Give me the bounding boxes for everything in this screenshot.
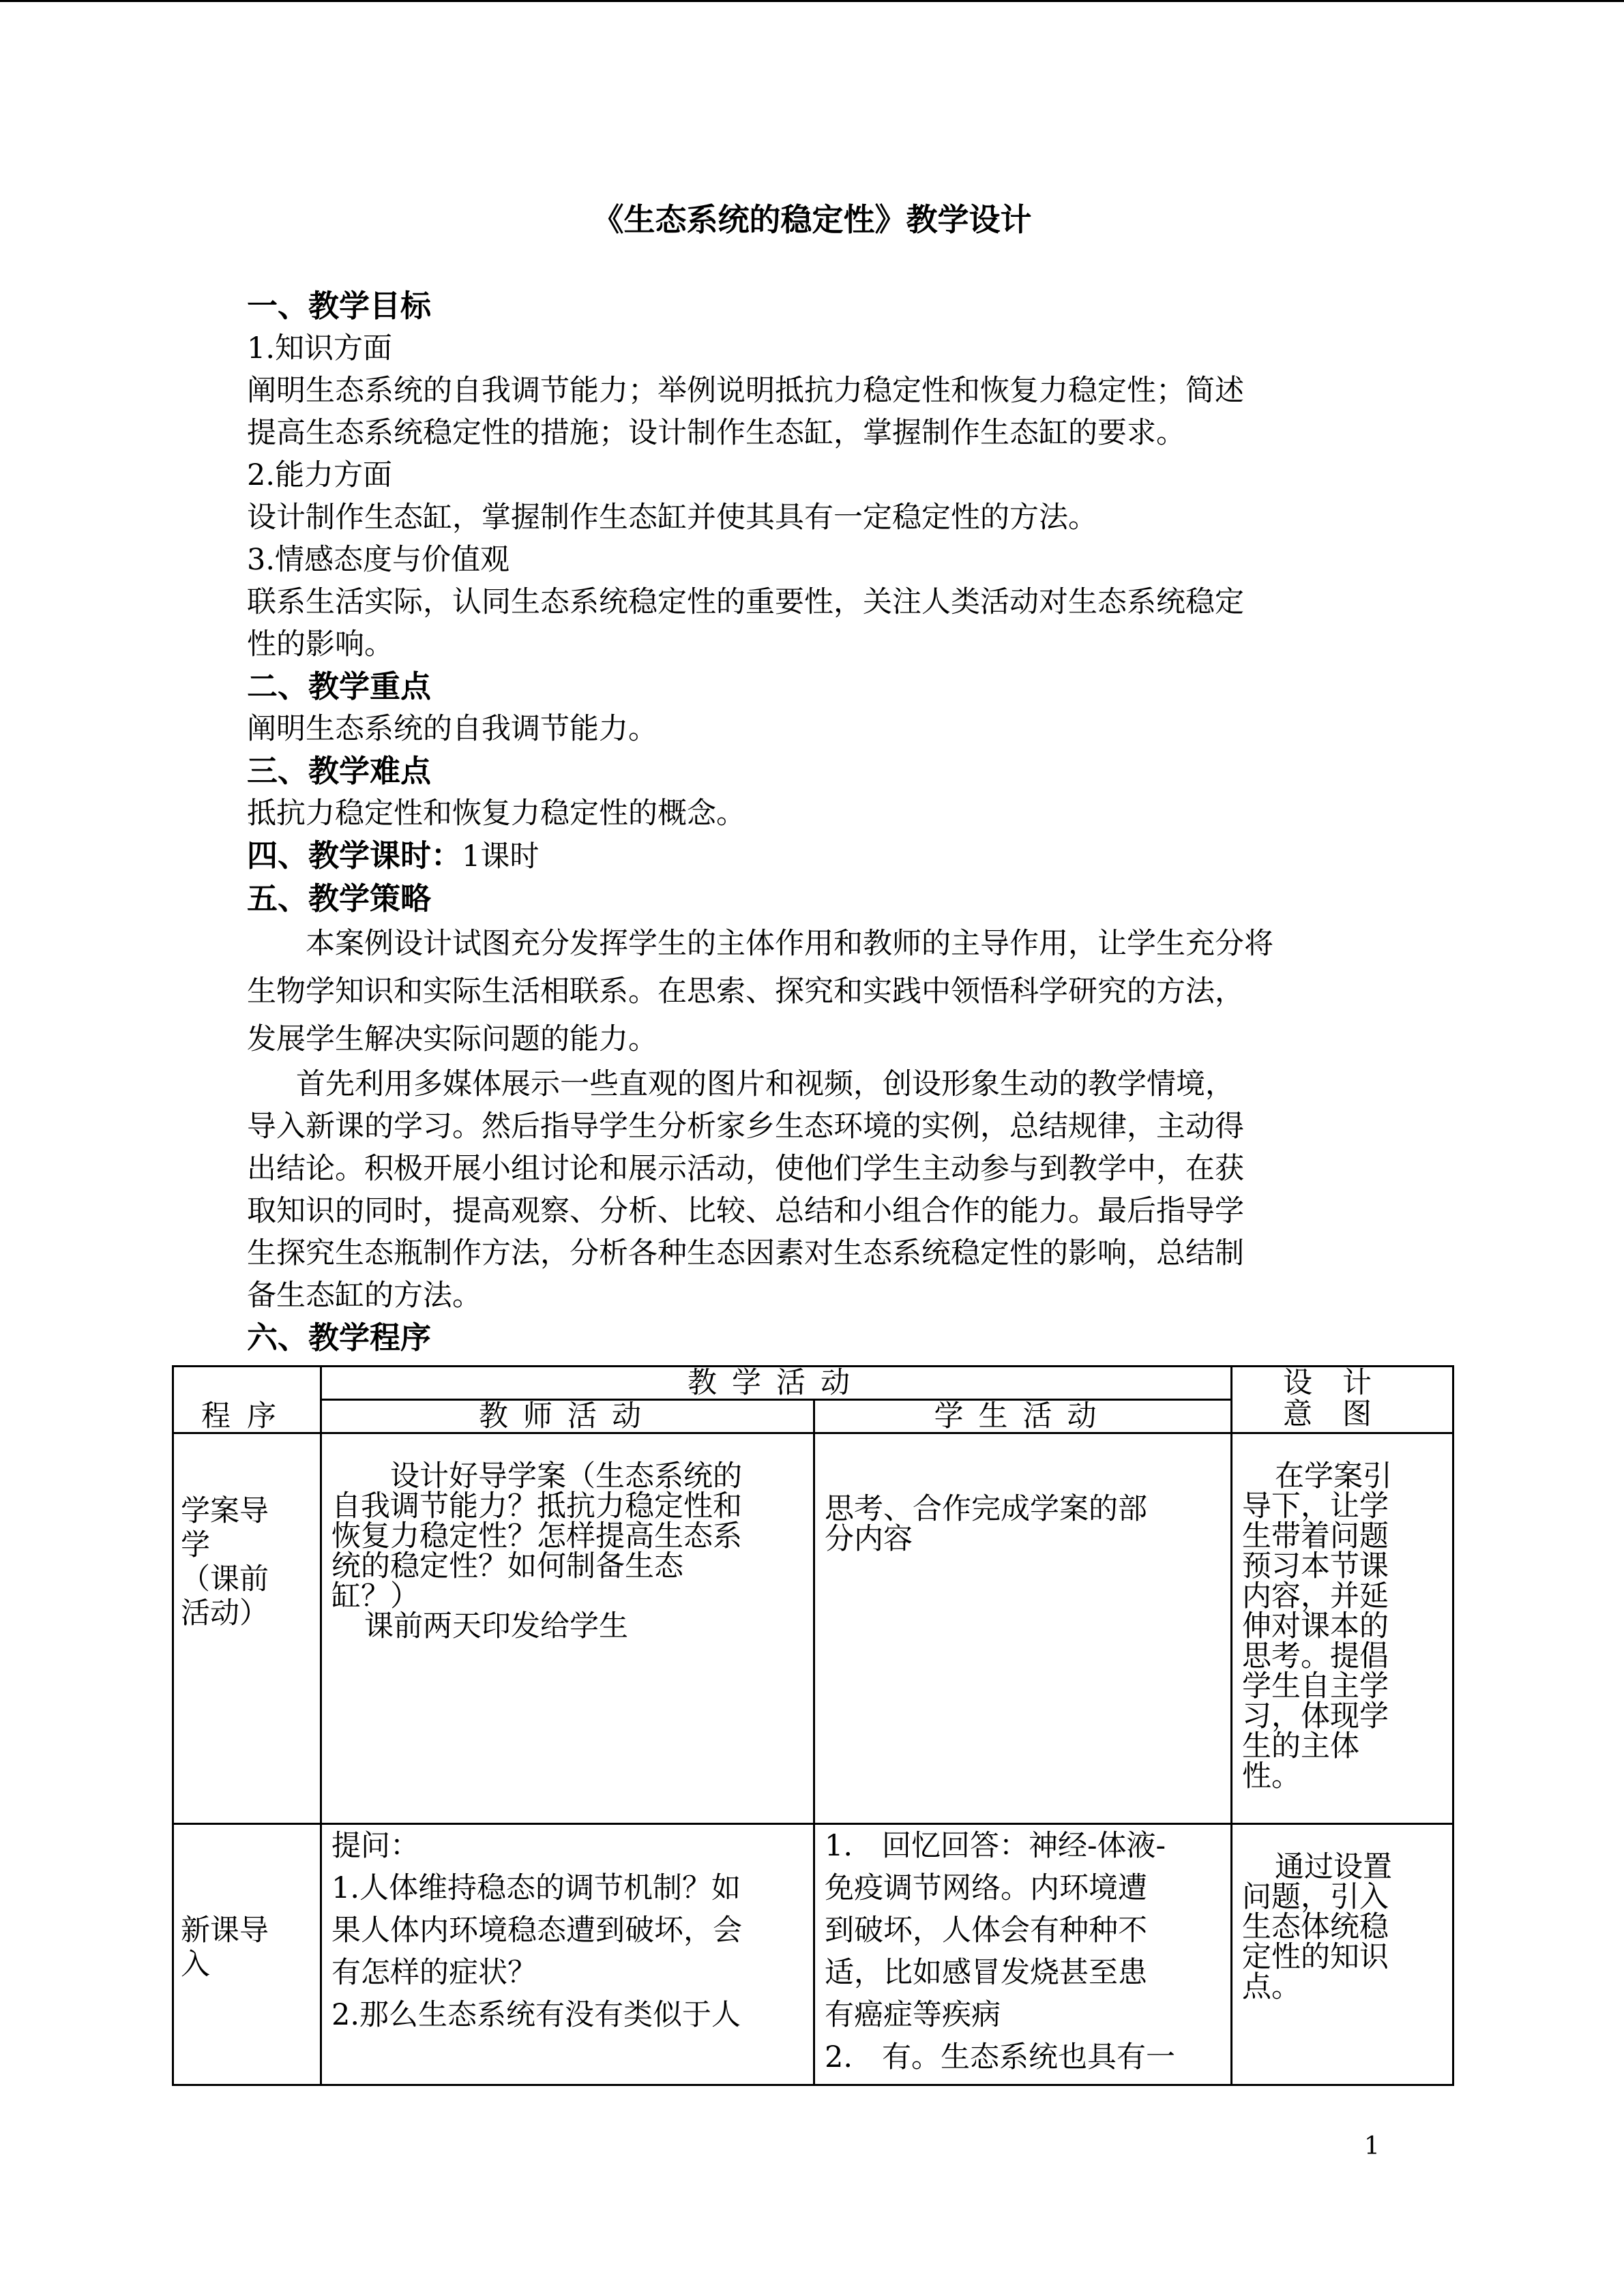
- teacher-activity-cell: [321, 1824, 814, 2085]
- design-line: 思考。提倡: [1242, 1639, 1389, 1673]
- section-heading-goals: 一、教学目标: [247, 288, 432, 324]
- student-line: 有癌症等疾病: [825, 1998, 1001, 2032]
- design-line: 生带着问题: [1242, 1519, 1389, 1553]
- procedure-line: 入: [181, 1948, 210, 1982]
- design-intent-cell: [1232, 1433, 1453, 1824]
- design-line: 导下，让学: [1242, 1489, 1389, 1523]
- design-line: 问题，引入: [1242, 1880, 1389, 1914]
- design-line: 预习本节课: [1242, 1549, 1389, 1583]
- design-line: 习，体现学: [1242, 1699, 1389, 1733]
- table-header-row: [173, 1367, 1453, 1400]
- goal-ability-label: 2.能力方面: [247, 458, 393, 492]
- header-procedure: 程序: [173, 1367, 321, 1433]
- table-row: [173, 1824, 1453, 2085]
- procedure-cell: [173, 1433, 321, 1824]
- section-heading-strategy: 五、教学策略: [247, 880, 432, 916]
- goal-ability-text: 设计制作生态缸，掌握制作生态缸并使其具有一定稳定性的方法。: [247, 501, 1097, 535]
- strategy-paragraph-2: 备生态缸的方法。: [247, 1279, 482, 1313]
- design-line: 生态体统稳: [1242, 1910, 1389, 1944]
- header-student-activity: 学生活动: [814, 1400, 1232, 1433]
- hours-label: 四、教学课时：: [247, 837, 462, 874]
- section-heading-procedure: 六、教学程序: [247, 1320, 432, 1356]
- goal-knowledge-text: 阐明生态系统的自我调节能力；举例说明抵抗力稳定性和恢复力稳定性；简述: [247, 374, 1244, 408]
- table-row: [173, 1433, 1453, 1824]
- strategy-paragraph-2: 首先利用多媒体展示一些直观的图片和视频，创设形象生动的教学情境，: [296, 1067, 1235, 1101]
- design-line: 学生自主学: [1242, 1669, 1389, 1703]
- section-heading-difficulties: 三、教学难点: [247, 753, 432, 789]
- procedure-line: 学案导: [181, 1494, 269, 1528]
- procedure-cell: [173, 1824, 321, 2085]
- document-title: 《生态系统的稳定性》教学设计: [592, 201, 1032, 238]
- strategy-paragraph-2: 导入新课的学习。然后指导学生分析家乡生态环境的实例，总结规律，主动得: [247, 1109, 1244, 1144]
- design-line: 伸对课本的: [1242, 1609, 1389, 1643]
- teacher-line: 缸？）: [331, 1579, 419, 1613]
- teacher-line: 1.人体维持稳态的调节机制？如: [331, 1871, 741, 1905]
- student-activity-cell: [814, 1433, 1232, 1824]
- goal-knowledge-text: 提高生态系统稳定性的措施；设计制作生态缸，掌握制作生态缸的要求。: [247, 416, 1185, 450]
- strategy-paragraph-1: 发展学生解决实际问题的能力。: [247, 1022, 658, 1056]
- header-teacher-activity: 教师活动: [321, 1400, 814, 1433]
- header-design-intent: [1232, 1367, 1453, 1433]
- design-line: 性。: [1242, 1759, 1301, 1793]
- strategy-paragraph-1: 本案例设计试图充分发挥学生的主体作用和教师的主导作用，让学生充分将: [306, 927, 1273, 961]
- teacher-line: 设计好导学案（生态系统的: [390, 1459, 742, 1493]
- teacher-line: 有怎样的症状？: [331, 1956, 537, 1990]
- student-line: 思考、合作完成学案的部: [825, 1492, 1147, 1526]
- teacher-line: 恢复力稳定性？怎样提高生态系: [331, 1519, 742, 1553]
- document-body: [247, 285, 1379, 1359]
- header-teaching-activity: 教学活动: [321, 1367, 1232, 1400]
- section-heading-key-points: 二、教学重点: [247, 668, 432, 704]
- teaching-procedure-table: [172, 1365, 1454, 2086]
- student-activity-cell: [814, 1824, 1232, 2085]
- procedure-line: （课前: [181, 1562, 269, 1596]
- design-line: 通过设置: [1275, 1850, 1392, 1884]
- design-line: 在学案引: [1275, 1459, 1392, 1493]
- key-points-text: 阐明生态系统的自我调节能力。: [247, 712, 658, 746]
- design-line: 内容，并延: [1242, 1579, 1389, 1613]
- student-line: 适，比如感冒发烧甚至患: [825, 1956, 1147, 1990]
- student-line: 到破坏，人体会有种种不: [825, 1913, 1147, 1948]
- procedure-line: 学: [181, 1528, 210, 1562]
- strategy-paragraph-2: 取知识的同时，提高观察、分析、比较、总结和小组合作的能力。最后指导学: [247, 1194, 1244, 1228]
- design-line: 点。: [1242, 1970, 1301, 2004]
- top-border-line: [0, 0, 1624, 2]
- student-line: 2. 有。生态系统也具有一: [825, 2040, 1176, 2074]
- procedure-line: 新课导: [181, 1913, 269, 1948]
- design-line: 定性的知识: [1242, 1940, 1389, 1974]
- teacher-activity-cell: [321, 1433, 814, 1824]
- header-design-line: 意图: [1283, 1397, 1402, 1431]
- strategy-paragraph-1: 生物学知识和实际生活相联系。在思索、探究和实践中领悟科学研究的方法，: [247, 974, 1244, 1009]
- strategy-paragraph-2: 生探究生态瓶制作方法，分析各种生态因素对生态系统稳定性的影响，总结制: [247, 1236, 1244, 1270]
- procedure-line: 活动）: [181, 1596, 269, 1630]
- student-line: 分内容: [825, 1522, 913, 1556]
- teacher-line: 统的稳定性？如何制备生态: [331, 1549, 683, 1583]
- student-line: 1. 回忆回答：神经-体液-: [825, 1829, 1166, 1863]
- student-line: 免疫调节网络。内环境遭: [825, 1871, 1147, 1905]
- design-line: 生的主体: [1242, 1729, 1359, 1763]
- goal-attitude-text: 性的影响。: [247, 627, 394, 661]
- goal-knowledge-label: 1.知识方面: [247, 331, 393, 366]
- teacher-line: 果人体内环境稳态遭到破坏，会: [331, 1913, 742, 1948]
- section-heading-hours: [247, 835, 1379, 878]
- teacher-line: 课前两天印发给学生: [364, 1609, 628, 1643]
- header-design-line: 设计: [1283, 1366, 1402, 1400]
- strategy-paragraph-2: 出结论。积极开展小组讨论和展示活动，使他们学生主动参与到教学中，在获: [247, 1152, 1244, 1186]
- teacher-line: 2.那么生态系统有没有类似于人: [331, 1998, 741, 2032]
- goal-attitude-label: 3.情感态度与价值观: [247, 543, 510, 577]
- teacher-line: 自我调节能力？抵抗力稳定性和: [331, 1489, 742, 1523]
- teacher-line: 提问：: [331, 1829, 419, 1863]
- hours-value: 1课时: [462, 839, 540, 874]
- difficulties-text: 抵抗力稳定性和恢复力稳定性的概念。: [247, 796, 745, 831]
- design-intent-cell: [1232, 1824, 1453, 2085]
- page-number: 1: [1364, 2132, 1380, 2160]
- goal-attitude-text: 联系生活实际，认同生态系统稳定性的重要性，关注人类活动对生态系统稳定: [247, 585, 1244, 619]
